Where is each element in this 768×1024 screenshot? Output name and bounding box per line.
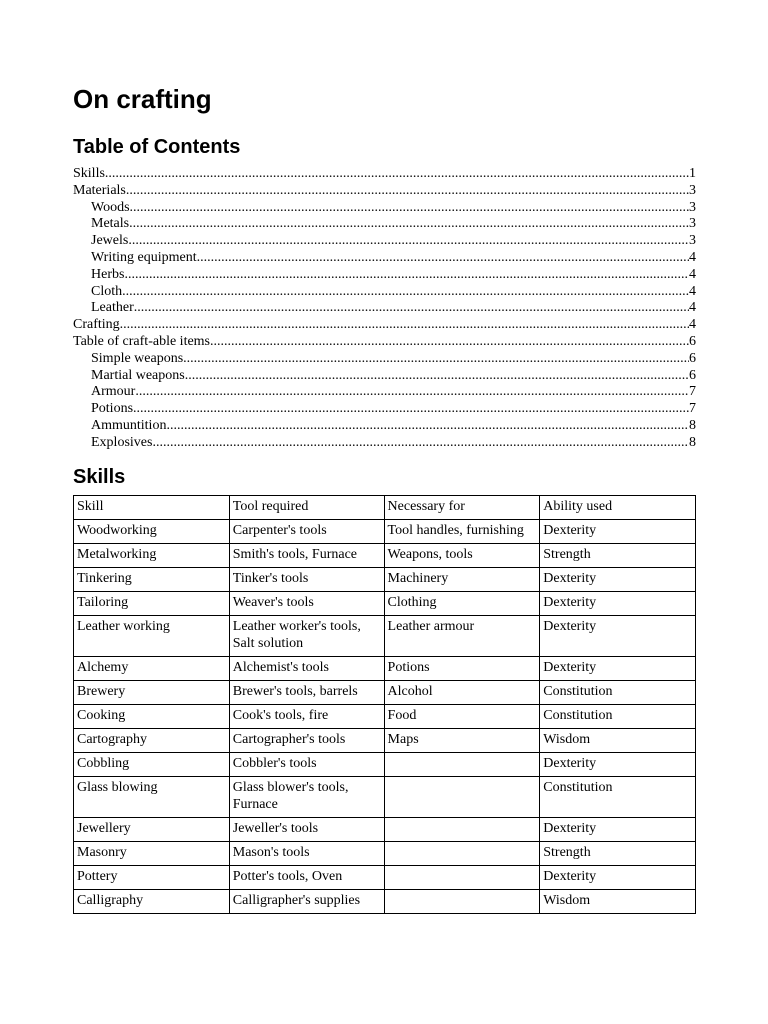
table-cell: Potions xyxy=(384,657,540,681)
table-cell: Machinery xyxy=(384,568,540,592)
table-cell: Wisdom xyxy=(540,890,696,914)
table-cell: Alcohol xyxy=(384,681,540,705)
table-row xyxy=(74,592,696,616)
toc-heading: Table of Contents xyxy=(73,136,241,158)
toc-entry-label: Metals xyxy=(91,216,130,232)
table-cell: Constitution xyxy=(540,681,696,705)
table-row xyxy=(74,705,696,729)
table-cell: Dexterity xyxy=(540,753,696,777)
table-cell: Leather worker's tools, Salt solution xyxy=(229,616,384,657)
table-cell: Constitution xyxy=(540,705,696,729)
toc-entry[interactable] xyxy=(73,183,696,200)
toc-entry-label: Explosives xyxy=(91,434,153,450)
toc-entry-page: 6 xyxy=(689,350,696,366)
toc-entry-label: Woods xyxy=(91,199,130,215)
toc-entry[interactable] xyxy=(73,435,696,452)
table-cell: Smith's tools, Furnace xyxy=(229,544,384,568)
table-cell: Strength xyxy=(540,544,696,568)
toc-entry-label: Martial weapons xyxy=(91,367,185,383)
table-cell: Cobbling xyxy=(74,753,230,777)
table-cell: Alchemy xyxy=(74,657,230,681)
toc-leader-dots xyxy=(126,183,689,200)
toc-leader-dots xyxy=(166,418,689,435)
table-cell: Glass blowing xyxy=(74,777,230,818)
table-row xyxy=(74,681,696,705)
toc-entry-label: Jewels xyxy=(91,233,129,249)
toc-entry[interactable] xyxy=(73,200,696,217)
toc-leader-dots xyxy=(210,334,689,351)
toc-entry-label: Table of craft-able items xyxy=(73,333,211,349)
table-cell xyxy=(384,842,540,866)
toc-entry-label: Leather xyxy=(91,300,134,316)
table-cell: Cartographer's tools xyxy=(229,729,384,753)
table-row xyxy=(74,777,696,818)
table-cell xyxy=(384,777,540,818)
table-cell: Cobbler's tools xyxy=(229,753,384,777)
toc-entry[interactable] xyxy=(73,233,696,250)
table-header-cell: Tool required xyxy=(229,496,384,520)
table-header-row xyxy=(74,496,696,520)
toc-entry-page: 3 xyxy=(689,199,696,215)
toc-entry-page: 7 xyxy=(689,384,696,400)
table-row xyxy=(74,842,696,866)
table-cell: Dexterity xyxy=(540,520,696,544)
table-cell: Cooking xyxy=(74,705,230,729)
toc-entry[interactable] xyxy=(73,418,696,435)
toc-entry-page: 3 xyxy=(689,233,696,249)
table-cell: Dexterity xyxy=(540,568,696,592)
table-cell: Mason's tools xyxy=(229,842,384,866)
table-row xyxy=(74,568,696,592)
skills-heading: Skills xyxy=(73,466,126,488)
table-cell: Constitution xyxy=(540,777,696,818)
table-cell: Leather working xyxy=(74,616,230,657)
toc-entry-label: Potions xyxy=(91,401,134,417)
toc-entry-page: 4 xyxy=(689,283,696,299)
table-cell xyxy=(384,890,540,914)
toc-entry[interactable] xyxy=(73,284,696,301)
toc-leader-dots xyxy=(105,166,689,183)
table-cell: Brewer's tools, barrels xyxy=(229,681,384,705)
toc-leader-dots xyxy=(120,317,689,334)
toc-leader-dots xyxy=(185,368,689,385)
toc-entry-page: 4 xyxy=(689,300,696,316)
toc-entry-label: Writing equipment xyxy=(91,249,197,265)
table-row xyxy=(74,544,696,568)
table-of-contents xyxy=(73,166,696,452)
table-cell: Calligraphy xyxy=(74,890,230,914)
toc-entry-label: Herbs xyxy=(91,266,125,282)
toc-entry[interactable] xyxy=(73,250,696,267)
table-row xyxy=(74,616,696,657)
table-row xyxy=(74,866,696,890)
toc-entry[interactable] xyxy=(73,216,696,233)
skills-table xyxy=(73,495,696,914)
toc-entry-label: Simple weapons xyxy=(91,350,184,366)
toc-entry-page: 8 xyxy=(689,417,696,433)
table-cell: Jewellery xyxy=(74,818,230,842)
toc-leader-dots xyxy=(135,384,689,401)
table-cell: Alchemist's tools xyxy=(229,657,384,681)
toc-entry-page: 1 xyxy=(689,166,696,181)
toc-entry-page: 4 xyxy=(689,266,696,282)
toc-entry-label: Skills xyxy=(73,166,105,181)
toc-entry[interactable] xyxy=(73,401,696,418)
table-cell: Food xyxy=(384,705,540,729)
table-row xyxy=(74,890,696,914)
table-row xyxy=(74,657,696,681)
table-cell: Maps xyxy=(384,729,540,753)
toc-leader-dots xyxy=(197,250,689,267)
toc-entry-label: Ammuntition xyxy=(91,417,167,433)
table-cell: Potter's tools, Oven xyxy=(229,866,384,890)
table-cell: Cook's tools, fire xyxy=(229,705,384,729)
toc-entry-label: Crafting xyxy=(73,317,120,333)
table-cell: Brewery xyxy=(74,681,230,705)
toc-entry[interactable] xyxy=(73,368,696,385)
table-cell: Dexterity xyxy=(540,818,696,842)
table-cell: Strength xyxy=(540,842,696,866)
table-cell: Dexterity xyxy=(540,592,696,616)
toc-leader-dots xyxy=(128,233,689,250)
table-cell: Calligrapher's supplies xyxy=(229,890,384,914)
toc-leader-dots xyxy=(124,267,689,284)
table-cell: Tool handles, furnishing xyxy=(384,520,540,544)
table-cell: Cartography xyxy=(74,729,230,753)
table-cell: Clothing xyxy=(384,592,540,616)
table-cell: Carpenter's tools xyxy=(229,520,384,544)
table-cell: Weaver's tools xyxy=(229,592,384,616)
toc-leader-dots xyxy=(183,351,689,368)
toc-leader-dots xyxy=(134,300,689,317)
document-title: On crafting xyxy=(73,84,212,114)
table-cell: Metalworking xyxy=(74,544,230,568)
table-cell: Tailoring xyxy=(74,592,230,616)
toc-entry-label: Materials xyxy=(73,182,126,198)
table-cell: Leather armour xyxy=(384,616,540,657)
toc-leader-dots xyxy=(129,216,689,233)
table-cell: Tinker's tools xyxy=(229,568,384,592)
table-cell: Dexterity xyxy=(540,657,696,681)
table-cell: Glass blower's tools, Furnace xyxy=(229,777,384,818)
table-cell: Dexterity xyxy=(540,866,696,890)
table-cell xyxy=(384,818,540,842)
table-row xyxy=(74,753,696,777)
toc-leader-dots xyxy=(133,401,689,418)
toc-entry[interactable] xyxy=(73,334,696,351)
table-header-cell: Skill xyxy=(74,496,230,520)
toc-entry-label: Cloth xyxy=(91,283,123,299)
toc-leader-dots xyxy=(130,200,689,217)
table-header-cell: Necessary for xyxy=(384,496,540,520)
table-cell: Woodworking xyxy=(74,520,230,544)
toc-entry[interactable] xyxy=(73,166,696,183)
table-row xyxy=(74,729,696,753)
table-cell: Masonry xyxy=(74,842,230,866)
table-header-cell: Ability used xyxy=(540,496,696,520)
table-cell: Weapons, tools xyxy=(384,544,540,568)
toc-entry-page: 7 xyxy=(689,401,696,417)
table-cell xyxy=(384,866,540,890)
toc-entry-page: 6 xyxy=(689,333,696,349)
table-cell xyxy=(384,753,540,777)
table-cell: Wisdom xyxy=(540,729,696,753)
toc-entry-label: Armour xyxy=(91,384,136,400)
table-row xyxy=(74,520,696,544)
toc-leader-dots xyxy=(152,435,689,452)
toc-entry-page: 3 xyxy=(689,216,696,232)
toc-entry[interactable] xyxy=(73,317,696,334)
toc-entry[interactable] xyxy=(73,384,696,401)
table-cell: Pottery xyxy=(74,866,230,890)
toc-leader-dots xyxy=(122,284,689,301)
toc-entry-page: 8 xyxy=(689,434,696,450)
toc-entry-page: 3 xyxy=(689,182,696,198)
toc-entry[interactable] xyxy=(73,300,696,317)
table-cell: Jeweller's tools xyxy=(229,818,384,842)
toc-entry-page: 4 xyxy=(689,249,696,265)
table-row xyxy=(74,818,696,842)
table-cell: Dexterity xyxy=(540,616,696,657)
toc-entry-page: 6 xyxy=(689,367,696,383)
table-cell: Tinkering xyxy=(74,568,230,592)
toc-entry[interactable] xyxy=(73,351,696,368)
toc-entry-page: 4 xyxy=(689,317,696,333)
toc-entry[interactable] xyxy=(73,267,696,284)
